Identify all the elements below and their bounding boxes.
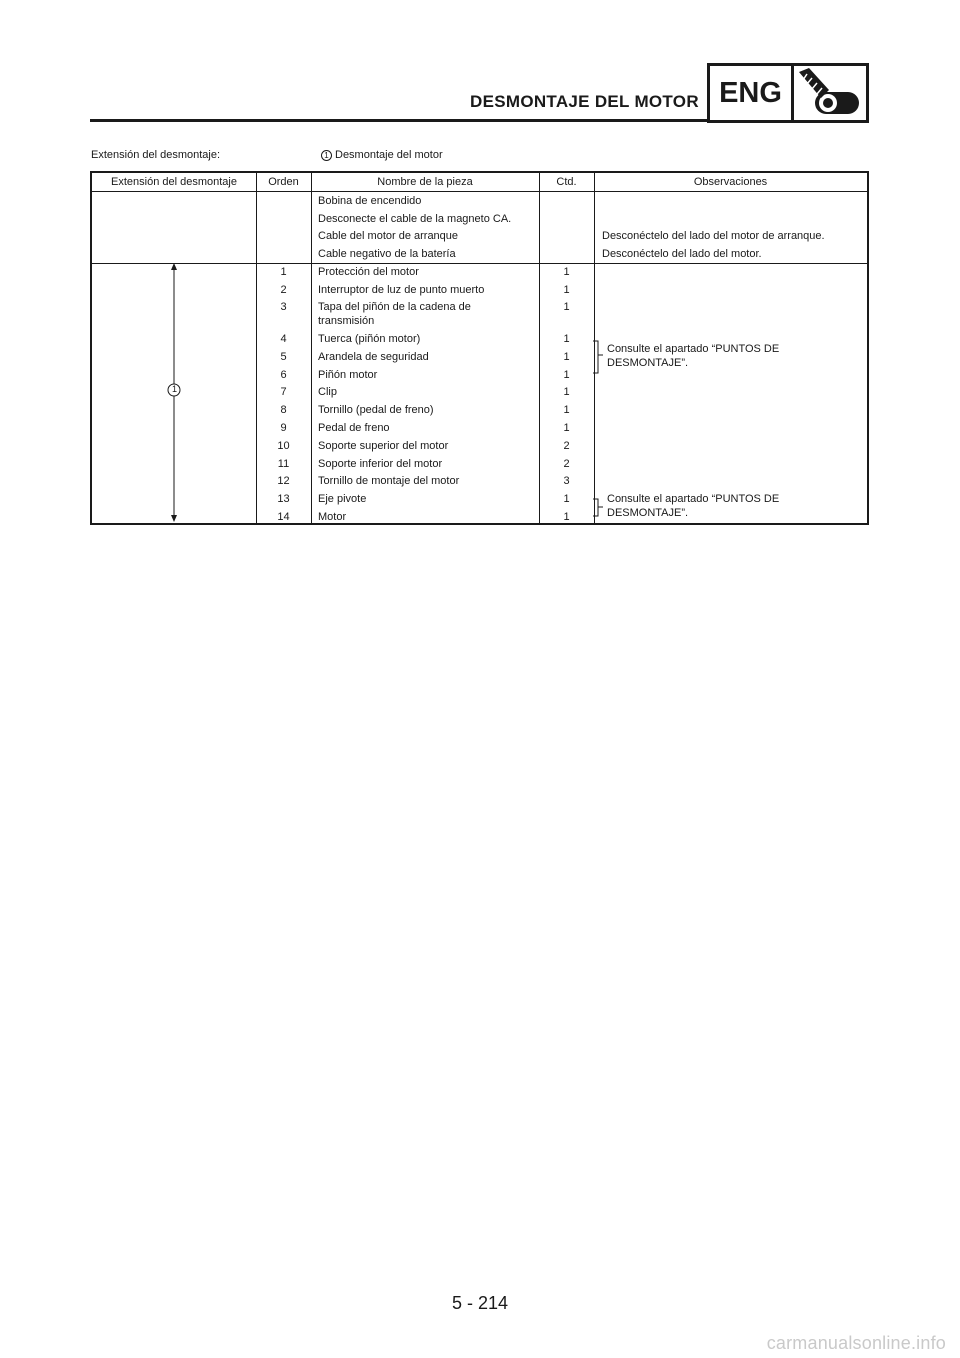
- row-quantity: 3: [563, 475, 570, 487]
- row-order: 10: [277, 440, 290, 452]
- row-order: 6: [280, 369, 287, 381]
- row-order: 2: [280, 284, 287, 296]
- row-quantity: 1: [563, 386, 570, 398]
- row-order: 9: [280, 422, 287, 434]
- prep-part-name: Bobina de encendido: [318, 195, 422, 207]
- row-part-name: Eje pivote: [318, 493, 367, 505]
- row-order: 14: [277, 511, 290, 523]
- row-quantity: 1: [563, 266, 570, 278]
- row-part-name: Tuerca (piñón motor): [318, 333, 421, 345]
- header-rule: [90, 119, 707, 122]
- header-order: Orden: [268, 176, 299, 188]
- row-quantity: 1: [563, 351, 570, 363]
- row-order: 13: [277, 493, 290, 505]
- row-part-name: Soporte inferior del motor: [318, 458, 443, 470]
- row-quantity: 1: [563, 284, 570, 296]
- row-part-name: Tornillo de montaje del motor: [318, 475, 460, 487]
- row-part-name: Protección del motor: [318, 266, 419, 278]
- row-quantity: 1: [563, 511, 570, 523]
- row-part-name: Clip: [318, 386, 337, 398]
- scope-range-indicator: [92, 173, 867, 523]
- header-remarks: Observaciones: [693, 176, 768, 188]
- remark-text: Consulte el apartado “PUNTOS DE: [607, 343, 780, 355]
- section-badge: [707, 63, 869, 123]
- row-order: 11: [277, 458, 290, 470]
- scope-marker: 1: [321, 150, 332, 161]
- engine-wrench-icon: [794, 66, 866, 120]
- row-order: 1: [280, 266, 287, 278]
- row-quantity: 1: [563, 301, 570, 313]
- row-part-name: Pedal de freno: [318, 422, 390, 434]
- section-badge-label: ENG: [710, 66, 794, 120]
- row-quantity: 1: [563, 369, 570, 381]
- row-order: 12: [277, 475, 290, 487]
- scope-value: [321, 149, 443, 161]
- row-quantity: 1: [563, 422, 570, 434]
- row-part-name-continued: transmisión: [318, 315, 375, 327]
- page-number: 5 - 214: [451, 1293, 509, 1313]
- row-part-name: Tapa del piñón de la cadena de: [318, 301, 471, 313]
- row-quantity: 1: [563, 493, 570, 505]
- prep-part-name: Cable del motor de arranque: [318, 230, 459, 242]
- row-quantity: 1: [563, 333, 570, 345]
- header-scope: Extensión del desmontaje: [111, 176, 237, 188]
- row-quantity: 2: [563, 440, 570, 452]
- prep-remark: Desconéctelo del lado del motor.: [602, 248, 762, 260]
- header-part-name: Nombre de la pieza: [377, 176, 473, 188]
- disassembly-scope: [91, 149, 691, 161]
- scope-marker: 1: [171, 384, 177, 394]
- row-order: 8: [280, 404, 287, 416]
- scope-label: Extensión del desmontaje:: [91, 149, 221, 161]
- remark-text: DESMONTAJE”.: [607, 357, 689, 369]
- row-order: 5: [280, 351, 287, 363]
- prep-part-name: Desconecte el cable de la magneto CA.: [318, 213, 512, 225]
- prep-part-name: Cable negativo de la batería: [318, 248, 456, 260]
- scope-value-text: Desmontaje del motor: [335, 149, 443, 161]
- page-title: DESMONTAJE DEL MOTOR: [470, 92, 699, 111]
- row-order: 4: [280, 333, 287, 345]
- row-part-name: Arandela de seguridad: [318, 351, 429, 363]
- row-part-name: Tornillo (pedal de freno): [318, 404, 434, 416]
- remark-text: DESMONTAJE”.: [607, 507, 689, 519]
- row-part-name: Piñón motor: [318, 369, 378, 381]
- row-part-name: Motor: [318, 511, 347, 523]
- row-order: 3: [280, 301, 287, 313]
- row-order: 7: [280, 386, 287, 398]
- prep-remark: Desconéctelo del lado del motor de arranque.: [602, 230, 825, 242]
- row-quantity: 2: [563, 458, 570, 470]
- header-quantity: Ctd.: [556, 176, 577, 188]
- row-quantity: 1: [563, 404, 570, 416]
- row-part-name: Soporte superior del motor: [318, 440, 449, 452]
- row-part-name: Interruptor de luz de punto muerto: [318, 284, 485, 296]
- watermark: carmanualsonline.info: [766, 1333, 946, 1353]
- remark-text: Consulte el apartado “PUNTOS DE: [607, 493, 780, 505]
- disassembly-table: [90, 171, 869, 525]
